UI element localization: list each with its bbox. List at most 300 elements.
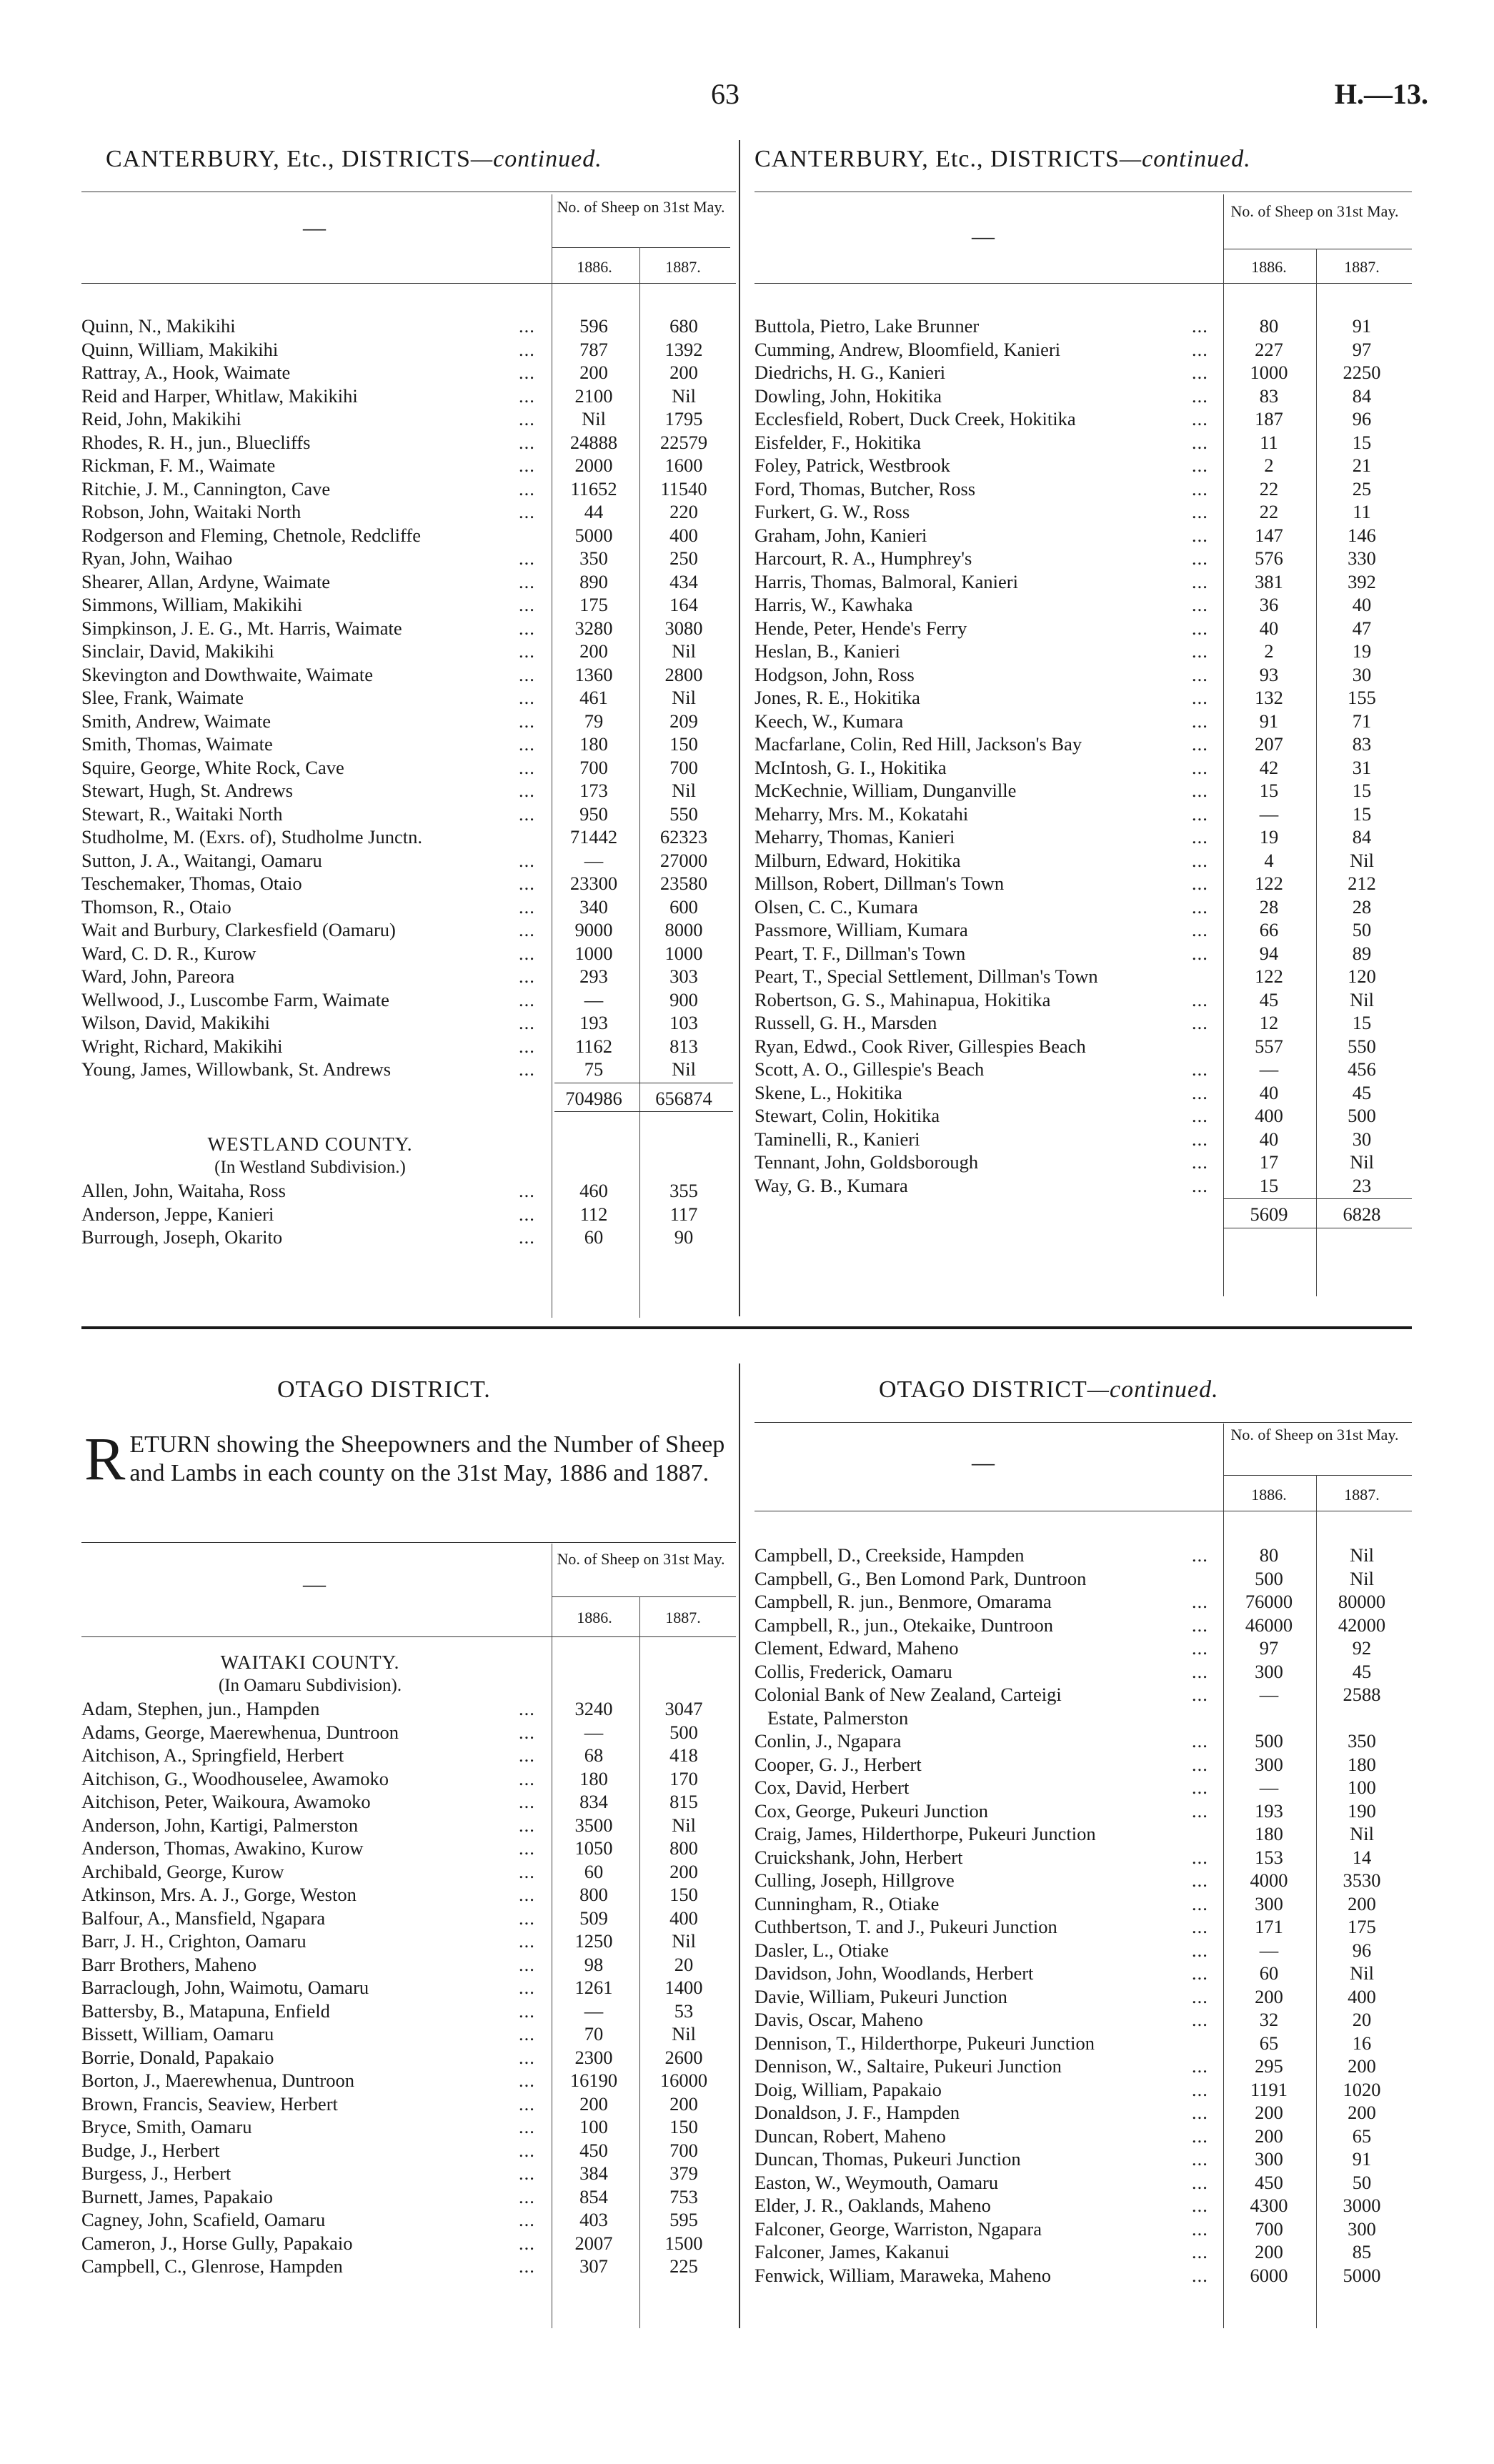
table-row (755, 640, 1412, 663)
leader-dots: ... (519, 1837, 535, 1859)
table-row (755, 1846, 1412, 1869)
table-row (81, 524, 736, 547)
sheep-1886: 384 (579, 2162, 608, 2184)
sheep-1886: Nil (582, 408, 606, 429)
leader-dots: ... (519, 988, 535, 1010)
table-row (755, 918, 1412, 942)
table-row (81, 988, 736, 1012)
leader-dots: ... (519, 338, 535, 360)
top-right-year-1886: 1886. (1251, 258, 1287, 276)
table-row (81, 803, 736, 826)
table-row (755, 2078, 1412, 2102)
sheep-1887: 25 (1352, 477, 1372, 500)
owner-name: Wilson, David, Makikihi (81, 1012, 270, 1033)
owner-name: Wright, Richard, Makikihi (81, 1035, 283, 1057)
sheep-1886: 28 (1259, 895, 1279, 918)
sheep-1886: 2007 (574, 2232, 613, 2254)
sheep-1887: 400 (1348, 1985, 1376, 2007)
sheep-1887: 15 (1352, 1012, 1372, 1033)
leader-dots: ... (519, 2209, 535, 2230)
leader-dots: ... (1192, 1174, 1208, 1196)
table-row (755, 686, 1412, 710)
sheep-1886: 450 (579, 2139, 608, 2161)
sheep-1886: 596 (579, 315, 608, 337)
owner-name: Graham, John, Kanieri (755, 524, 927, 546)
westland-subheading-row (81, 1156, 736, 1180)
sheep-1886: 307 (579, 2255, 608, 2277)
table-row (81, 1058, 736, 1081)
sheep-1886: 1162 (574, 1035, 613, 1057)
sheep-1886: 950 (579, 803, 608, 825)
owner-name: Burnett, James, Papakaio (81, 2185, 273, 2207)
owner-name: Sinclair, David, Makikihi (81, 640, 274, 662)
bottom-center-divider (739, 1363, 740, 2328)
sheep-1886: 509 (579, 1907, 608, 1929)
table-row (81, 338, 736, 362)
leader-dots: ... (1192, 431, 1208, 453)
owner-name: Barraclough, John, Waimotu, Oamaru (81, 1977, 369, 1998)
table-row (81, 2232, 736, 2255)
leader-dots: ... (1192, 594, 1208, 615)
leader-dots: ... (519, 1930, 535, 1952)
sheep-1887: 20 (674, 1953, 694, 1975)
sheep-1887: 680 (669, 315, 698, 337)
leader-dots: ... (1192, 501, 1208, 522)
owner-name: Cooper, G. J., Herbert (755, 1753, 922, 1775)
sheep-1886: 147 (1255, 524, 1283, 546)
leader-dots: ... (519, 2162, 535, 2184)
bottom-left-title: OTAGO DISTRICT. (277, 1376, 491, 1403)
leader-dots: ... (519, 384, 535, 407)
owner-name: Wellwood, J., Luscombe Farm, Waimate (81, 988, 389, 1010)
sheep-1887: 379 (669, 2162, 698, 2184)
sheep-1887: 91 (1352, 2148, 1372, 2170)
sheep-1886: 12 (1259, 1012, 1279, 1033)
sheep-1886: 83 (1259, 384, 1279, 407)
sheep-1886: 44 (584, 501, 604, 522)
leader-dots: ... (1192, 1684, 1208, 1705)
owner-name: Dennison, T., Hilderthorpe, Pukeuri Junction (755, 2032, 1095, 2054)
leader-dots: ... (519, 1180, 535, 1201)
table-row (755, 2008, 1412, 2032)
sheep-1886: 890 (579, 570, 608, 592)
owner-name: Rhodes, R. H., jun., Bluecliffs (81, 431, 311, 453)
table-row (755, 1915, 1412, 1939)
leader-dots: ... (1192, 2055, 1208, 2077)
leader-dots: ... (519, 1744, 535, 1766)
table-row (81, 2185, 736, 2209)
sheep-1887: 30 (1352, 663, 1372, 685)
leader-dots: ... (1192, 2125, 1208, 2147)
leader-dots: ... (1192, 384, 1208, 407)
sheep-1886: 45 (1259, 988, 1279, 1010)
table-row (81, 477, 736, 501)
leader-dots: ... (1192, 780, 1208, 801)
sheep-1886: 187 (1255, 408, 1283, 429)
owner-name: Campbell, R., jun., Otekaike, Duntroon (755, 1614, 1054, 1636)
table-row (81, 872, 736, 895)
table-row (81, 1203, 736, 1226)
owner-name: Balfour, A., Mansfield, Ngapara (81, 1907, 326, 1929)
sheep-1887: 91 (1352, 315, 1372, 337)
sheep-1887: 8000 (664, 919, 703, 940)
sheep-1886: 834 (579, 1791, 608, 1812)
sheep-1886: 350 (579, 547, 608, 569)
table-row (755, 872, 1412, 895)
leader-dots: ... (519, 2185, 535, 2207)
sheep-1886: 79 (584, 710, 604, 732)
table-row (755, 803, 1412, 826)
owner-name: Robertson, G. S., Mahinapua, Hokitika (755, 988, 1051, 1010)
sheep-1886: 4 (1264, 849, 1274, 871)
leader-dots: ... (519, 594, 535, 615)
table-row (81, 779, 736, 803)
table-row (755, 988, 1412, 1012)
owner-name: Skene, L., Hokitika (755, 1081, 902, 1103)
sheep-1887: 500 (1348, 1105, 1376, 1126)
owner-name: Donaldson, J. F., Hampden (755, 2102, 960, 2123)
sheep-1887: 14 (1352, 1846, 1372, 1868)
sheep-1886: 1050 (574, 1837, 613, 1859)
table-row (755, 1104, 1412, 1128)
owner-name: Davidson, John, Woodlands, Herbert (755, 1962, 1034, 1984)
owner-name: Duncan, Robert, Maheno (755, 2125, 946, 2147)
leader-dots: ... (1192, 663, 1208, 685)
table-row (755, 1707, 1412, 1730)
table-row (755, 1590, 1412, 1614)
owner-name: McIntosh, G. I., Hokitika (755, 756, 947, 778)
sheep-1887: 350 (1348, 1730, 1376, 1752)
table-row (755, 547, 1412, 570)
owner-name: Culling, Joseph, Hillgrove (755, 1869, 955, 1891)
sheep-1886: 132 (1255, 687, 1283, 708)
sheep-1887: 155 (1348, 687, 1376, 708)
sheep-1886: 3500 (574, 1814, 613, 1836)
table-row (755, 1869, 1412, 1892)
table-row (81, 825, 736, 849)
sheep-1887: 20 (1352, 2009, 1372, 2030)
sheep-1886: — (1259, 1939, 1279, 1961)
leader-dots: ... (1192, 2009, 1208, 2030)
leader-dots: ... (519, 1977, 535, 1998)
table-row (81, 1929, 736, 1953)
sheep-1886: 500 (1255, 1730, 1283, 1752)
table-row (81, 2162, 736, 2185)
leader-dots: ... (1192, 942, 1208, 964)
owner-name: Barr, J. H., Crighton, Oamaru (81, 1930, 307, 1952)
sheep-1886: 60 (584, 1860, 604, 1882)
bottom-right-name-header: — (972, 1449, 995, 1475)
sheep-1886: 175 (579, 594, 608, 615)
table-row (81, 407, 736, 431)
owner-name: Aitchison, A., Springfield, Herbert (81, 1744, 344, 1766)
owner-name: Hodgson, John, Ross (755, 663, 915, 685)
owner-name: Anderson, Jeppe, Kanieri (81, 1203, 274, 1225)
leader-dots: ... (519, 1058, 535, 1080)
sheep-1887: 31 (1352, 756, 1372, 778)
sheep-1887: 83 (1352, 733, 1372, 755)
top-left-title-main: CANTERBURY, Etc., DISTRICTS (106, 146, 471, 172)
leader-dots: ... (1192, 2264, 1208, 2286)
table-row (755, 942, 1412, 965)
sheep-1886: 2000 (574, 454, 613, 476)
leader-dots: ... (519, 1884, 535, 1905)
table-row (81, 756, 736, 780)
sheep-1887: 190 (1348, 1799, 1376, 1822)
table-row (81, 500, 736, 524)
sheep-1887: 53 (674, 1999, 694, 2022)
leader-dots: ... (519, 780, 535, 801)
sheep-1887: 595 (669, 2209, 698, 2230)
sheep-1887: Nil (672, 1058, 696, 1080)
table-row (81, 1860, 736, 1884)
leader-dots: ... (519, 1012, 535, 1033)
waitaki-subheading-row (81, 1674, 736, 1698)
table-row (755, 2171, 1412, 2195)
sheep-1887: Nil (1350, 1823, 1374, 1844)
top-center-divider (739, 140, 740, 1316)
top-right-total-1886: 5609 (1250, 1203, 1288, 1225)
sheep-1886: 295 (1255, 2055, 1283, 2077)
owner-name: Campbell, G., Ben Lomond Park, Duntroon (755, 1567, 1087, 1589)
sheep-1887: 434 (669, 570, 698, 592)
table-row (755, 1081, 1412, 1105)
leader-dots: ... (519, 454, 535, 476)
sheep-1886: 15 (1259, 780, 1279, 801)
sheep-1886: 700 (1255, 2217, 1283, 2240)
owner-name: Simpkinson, J. E. G., Mt. Harris, Waimate (81, 617, 402, 639)
sheep-1886: 576 (1255, 547, 1283, 569)
owner-name: Cox, David, Herbert (755, 1777, 910, 1798)
owner-name: Bissett, William, Oamaru (81, 2023, 274, 2045)
sheep-1887: 27000 (659, 849, 708, 871)
leader-dots: ... (519, 942, 535, 964)
table-row (81, 1226, 736, 1249)
table-row (81, 1721, 736, 1744)
leader-dots: ... (519, 1226, 535, 1248)
owner-name: Diedrichs, H. G., Kanieri (755, 362, 946, 383)
sheep-1886: 23300 (569, 873, 618, 894)
top-right-title-suffix: —continued. (1119, 146, 1251, 172)
sheep-1886: 200 (579, 2092, 608, 2115)
top-right-total-1887: 6828 (1343, 1203, 1381, 1225)
sheep-1887: 90 (674, 1226, 694, 1248)
leader-dots: ... (1192, 315, 1208, 337)
bottom-right-title-main: OTAGO DISTRICT (879, 1376, 1087, 1403)
table-row (81, 1814, 736, 1837)
owner-name: Keech, W., Kumara (755, 710, 904, 732)
sheep-1887: 85 (1352, 2241, 1372, 2262)
owner-name: Allen, John, Waitaha, Ross (81, 1180, 286, 1201)
leader-dots: ... (1192, 849, 1208, 871)
top-right-header-bottom-rule (755, 283, 1412, 284)
sheep-1887: 3047 (664, 1698, 703, 1719)
table-row (81, 2022, 736, 2046)
sheep-1887: 11540 (660, 477, 707, 500)
sheep-1887: 150 (669, 2116, 698, 2137)
sheep-1887: 19 (1352, 640, 1372, 662)
table-row (755, 895, 1412, 919)
leader-dots: ... (1192, 2148, 1208, 2170)
document-code: H.—13. (1334, 78, 1428, 110)
sheep-1887: 900 (669, 988, 698, 1010)
table-row (81, 384, 736, 408)
sheep-1887: 164 (669, 594, 698, 615)
leader-dots: ... (1192, 1591, 1208, 1612)
owner-name: Borrie, Donald, Papakaio (81, 2046, 274, 2068)
sheep-1886: 1360 (574, 663, 613, 685)
table-row (755, 1151, 1412, 1174)
sheep-1887: 15 (1352, 431, 1372, 453)
leader-dots: ... (1192, 1105, 1208, 1126)
sheep-1887: 200 (1348, 2055, 1376, 2077)
sheep-1886: 1191 (1250, 2078, 1288, 2100)
sheep-1887: 200 (1348, 1892, 1376, 1914)
table-row (81, 454, 736, 477)
bottom-left-header-rule (81, 1542, 736, 1543)
sheep-1886: 97 (1259, 1637, 1279, 1659)
leader-dots: ... (1192, 1985, 1208, 2007)
sheep-1887: 400 (669, 1907, 698, 1929)
leader-dots: ... (519, 756, 535, 778)
owner-name: Aitchison, G., Woodhouselee, Awamoko (81, 1767, 389, 1789)
leader-dots: ... (1192, 873, 1208, 894)
table-row (81, 2046, 736, 2070)
top-right-title (755, 146, 1251, 173)
owner-name: Dasler, L., Otiake (755, 1939, 890, 1961)
leader-dots: ... (1192, 408, 1208, 429)
leader-dots: ... (519, 2232, 535, 2254)
sheep-1886: 403 (579, 2209, 608, 2230)
leader-dots: ... (1192, 1614, 1208, 1636)
owner-name: Smith, Andrew, Waimate (81, 710, 272, 732)
sheep-1886: 200 (579, 362, 608, 383)
table-row (81, 1179, 736, 1203)
leader-dots: ... (519, 431, 535, 453)
owner-name: Cuthbertson, T. and J., Pukeuri Junction (755, 1916, 1057, 1937)
leader-dots: ... (519, 1791, 535, 1812)
bottom-right-col-header: No. of Sheep on 31st May. (1230, 1426, 1399, 1444)
top-left-table (81, 314, 736, 1249)
owner-name: Meharry, Thomas, Kanieri (755, 826, 955, 848)
table-row (81, 1744, 736, 1767)
leader-dots: ... (1192, 454, 1208, 476)
sheep-1886: 122 (1255, 873, 1283, 894)
owner-name: Furkert, G. W., Ross (755, 501, 910, 522)
sheep-1886: 40 (1259, 617, 1279, 639)
sheep-1887: Nil (1350, 849, 1374, 871)
section-divider (81, 1326, 1412, 1329)
sheep-1887: 84 (1352, 826, 1372, 848)
sheep-1887: 62323 (659, 826, 708, 848)
top-left-header-bottom-rule (81, 283, 736, 284)
table-row (755, 338, 1412, 362)
sheep-1886: 22 (1259, 501, 1279, 522)
leader-dots: ... (1192, 756, 1208, 778)
sheep-1886: 80 (1259, 1544, 1279, 1566)
sheep-1887: 2800 (664, 663, 703, 685)
sheep-1887: 3080 (664, 617, 703, 639)
leader-dots: ... (1192, 1846, 1208, 1868)
sheep-1887: 600 (669, 895, 698, 918)
sheep-1886: 700 (579, 756, 608, 778)
table-row (755, 1058, 1412, 1081)
sheep-1886: 2300 (574, 2046, 613, 2068)
table-row (755, 477, 1412, 501)
table-row (755, 593, 1412, 617)
return-text: ETURN showing the Sheepowners and the Number of Sheep and Lambs in each county on the 31st May, 1886 and 1887. (129, 1431, 725, 1486)
leader-dots: ... (519, 408, 535, 429)
sheep-1886: 1250 (574, 1930, 613, 1952)
sheep-1886: — (1259, 1058, 1279, 1080)
owner-name: Burrough, Joseph, Okarito (81, 1226, 283, 1248)
owner-name: Heslan, B., Kanieri (755, 640, 900, 662)
table-row (81, 1767, 736, 1791)
leader-dots: ... (1192, 1799, 1208, 1822)
sheep-1886: 200 (1255, 2241, 1283, 2262)
owner-name: Ecclesfield, Robert, Duck Creek, Hokitika (755, 408, 1076, 429)
leader-dots: ... (1192, 2217, 1208, 2240)
sheep-1886: — (1259, 803, 1279, 825)
table-row (755, 779, 1412, 803)
table-row (81, 849, 736, 873)
table-row (755, 570, 1412, 594)
owner-name: Skevington and Dowthwaite, Waimate (81, 663, 374, 685)
leader-dots: ... (519, 1907, 535, 1929)
top-right-year-1887: 1887. (1344, 258, 1380, 276)
sheep-1887: 456 (1348, 1058, 1376, 1080)
owner-name: Hende, Peter, Hende's Ferry (755, 617, 967, 639)
table-row (81, 1976, 736, 1999)
owner-name: Ward, John, Pareora (81, 965, 235, 987)
sheep-1887: 550 (669, 803, 698, 825)
owner-name: Doig, William, Papakaio (755, 2078, 942, 2100)
sheep-1887: 47 (1352, 617, 1372, 639)
top-left-total-1886: 704986 (565, 1087, 622, 1109)
sheep-1886: 153 (1255, 1846, 1283, 1868)
leader-dots: ... (519, 2046, 535, 2068)
owner-name: Studholme, M. (Exrs. of), Studholme Junctn. (81, 826, 422, 848)
sheep-1887: 175 (1348, 1916, 1376, 1937)
sheep-1887: 753 (669, 2185, 698, 2207)
sheep-1886: 340 (579, 895, 608, 918)
leader-dots: ... (519, 687, 535, 708)
leader-dots: ... (1192, 988, 1208, 1010)
sheep-1887: Nil (672, 1814, 696, 1836)
waitaki-subheading: (In Oamaru Subdivision). (218, 1675, 402, 1695)
sheep-1886: 66 (1259, 919, 1279, 940)
top-right-title-main: CANTERBURY, Etc., DISTRICTS (755, 146, 1120, 172)
sheep-1887: 5000 (1343, 2264, 1381, 2286)
table-row (81, 2139, 736, 2162)
sheep-1886: 32 (1259, 2009, 1279, 2030)
owner-name: Elder, J. R., Oaklands, Maheno (755, 2195, 991, 2216)
table-row (81, 2092, 736, 2116)
sheep-1887: 392 (1348, 570, 1376, 592)
sheep-1886: 4300 (1250, 2195, 1288, 2216)
leader-dots: ... (519, 710, 535, 732)
sheep-1887: 103 (669, 1012, 698, 1033)
owner-name: Rickman, F. M., Waimate (81, 454, 276, 476)
sheep-1887: 500 (669, 1721, 698, 1743)
leader-dots: ... (519, 570, 535, 592)
table-row (755, 1753, 1412, 1777)
table-row (755, 2264, 1412, 2287)
sheep-1886: 24888 (569, 431, 618, 453)
sheep-1886: 100 (579, 2116, 608, 2137)
owner-name: Easton, W., Weymouth, Oamaru (755, 2171, 999, 2193)
owner-name: Young, James, Willowbank, St. Andrews (81, 1058, 392, 1080)
